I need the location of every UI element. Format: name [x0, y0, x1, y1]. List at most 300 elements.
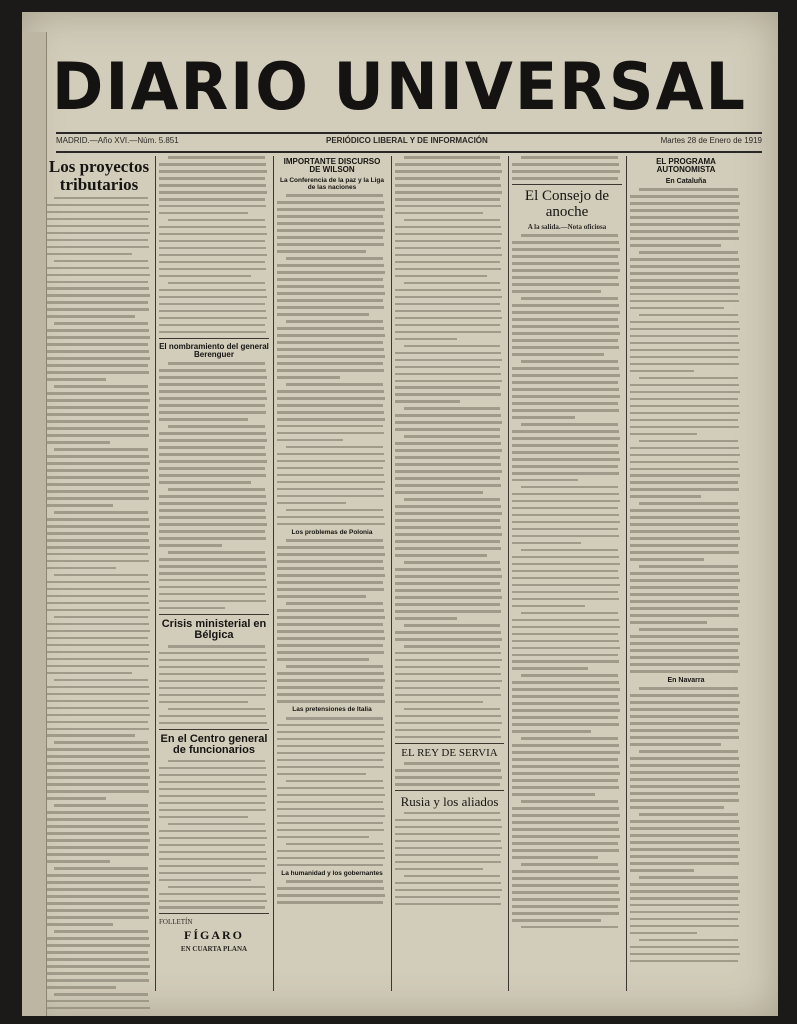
text-line: [630, 384, 739, 387]
text-line: [395, 847, 502, 850]
text-line: [639, 628, 738, 631]
text-line: [159, 865, 265, 868]
text-line: [630, 841, 739, 844]
text-line: [46, 902, 150, 905]
text-line: [512, 170, 620, 173]
text-line: [512, 339, 618, 342]
column-2: [159, 156, 269, 1011]
text-line: [395, 212, 483, 215]
text-line: [630, 265, 740, 268]
text-line: [46, 497, 149, 500]
text-line: [168, 823, 265, 826]
text-line: [46, 888, 148, 891]
text-line: [630, 607, 738, 610]
article-body: [159, 362, 269, 609]
text-line: [395, 198, 500, 201]
text-line: [630, 237, 739, 240]
text-line: [639, 188, 738, 191]
text-line: [512, 311, 620, 314]
text-line: [630, 293, 738, 296]
text-line: [159, 439, 267, 442]
text-line: [159, 331, 266, 334]
text-line: [277, 894, 385, 897]
text-line: [46, 700, 148, 703]
text-line: [277, 264, 384, 267]
text-line: [277, 738, 383, 741]
text-line: [395, 191, 502, 194]
text-line: [512, 367, 619, 370]
text-line: [159, 418, 248, 421]
text-line: [630, 447, 739, 450]
text-line: [286, 383, 383, 386]
text-line: [395, 442, 501, 445]
text-line: [159, 565, 267, 568]
text-line: [159, 872, 266, 875]
text-line: [159, 666, 265, 669]
text-line: [395, 582, 500, 585]
article-body: [630, 687, 742, 962]
text-line: [46, 846, 148, 849]
text-line: [630, 764, 740, 767]
text-line: [159, 233, 267, 236]
text-line: [159, 774, 267, 777]
text-line: [512, 919, 601, 922]
text-line: [46, 797, 106, 800]
text-line: [46, 246, 149, 249]
text-line: [46, 916, 149, 919]
text-line: [159, 858, 267, 861]
text-line: [512, 786, 619, 789]
article-body: [395, 435, 504, 640]
column-divider: [626, 156, 627, 991]
text-line: [277, 773, 366, 776]
text-line: [630, 468, 739, 471]
text-line: [630, 918, 738, 921]
text-line: [46, 609, 150, 612]
text-line: [404, 435, 500, 438]
text-line: [512, 626, 620, 629]
text-line: [512, 332, 620, 335]
text-line: [395, 359, 502, 362]
article-body: [46, 616, 152, 1011]
text-line: [277, 418, 385, 421]
text-line: [277, 829, 384, 832]
text-line: [46, 504, 113, 507]
text-line: [46, 881, 150, 884]
text-line: [159, 767, 266, 770]
text-line: [512, 688, 620, 691]
text-line: [395, 310, 501, 313]
text-line: [395, 170, 502, 173]
text-line: [512, 276, 618, 279]
text-line: [512, 856, 598, 859]
text-line: [46, 294, 150, 297]
text-line: [168, 282, 265, 285]
text-line: [395, 547, 501, 550]
text-line: [512, 395, 620, 398]
article-body: [277, 717, 387, 866]
text-line: [277, 801, 383, 804]
text-line: [159, 432, 266, 435]
text-line: [630, 642, 740, 645]
text-line: [277, 432, 384, 435]
text-line: [630, 272, 738, 275]
subheadline: A la salida.—Nota oficiosa: [527, 223, 607, 232]
text-line: [630, 904, 739, 907]
text-line: [46, 281, 148, 284]
text-line: [639, 939, 738, 942]
text-line: [512, 458, 620, 461]
text-line: [46, 853, 149, 856]
text-line: [168, 551, 265, 554]
text-line: [54, 197, 147, 200]
text-line: [521, 156, 618, 159]
text-line: [404, 812, 500, 815]
text-line: [159, 453, 266, 456]
text-line: [277, 581, 383, 584]
text-line: [46, 455, 149, 458]
text-line: [395, 776, 502, 779]
text-line: [395, 903, 501, 906]
text-line: [159, 802, 265, 805]
text-line: [46, 364, 148, 367]
text-line: [395, 373, 501, 376]
text-line: [277, 516, 384, 519]
text-line: [277, 243, 384, 246]
text-line: [630, 516, 740, 519]
text-line: [395, 463, 501, 466]
text-line: [630, 722, 740, 725]
text-line: [630, 663, 740, 666]
text-line: [46, 602, 149, 605]
text-line: [46, 560, 149, 563]
text-line: [630, 911, 740, 914]
text-line: [159, 296, 267, 299]
text-line: [395, 882, 501, 885]
text-line: [46, 469, 148, 472]
text-line: [395, 484, 501, 487]
text-line: [395, 512, 502, 515]
text-line: [395, 449, 502, 452]
text-line: [630, 946, 739, 949]
text-line: [54, 679, 147, 682]
headline: Los proyectos tributarios: [48, 157, 150, 194]
text-line: [46, 211, 150, 214]
text-line: [395, 589, 501, 592]
dateline-issue: MADRID.—Año XVI.—Núm. 5.851: [56, 136, 179, 145]
text-line: [46, 267, 149, 270]
text-line: [630, 806, 724, 809]
text-line: [168, 362, 265, 365]
text-line: [395, 352, 501, 355]
text-line: [159, 844, 265, 847]
text-line: [630, 827, 740, 830]
dateline-tagline: PERIÓDICO LIBERAL Y DE INFORMACIÓN: [326, 136, 488, 145]
bottom-rule: [56, 151, 762, 153]
text-line: [395, 331, 501, 334]
text-line: [46, 420, 150, 423]
text-line: [277, 693, 384, 696]
text-line: [404, 407, 500, 410]
text-line: [395, 205, 501, 208]
text-line: [46, 357, 150, 360]
text-line: [159, 397, 267, 400]
text-line: [630, 370, 694, 373]
text-line: [630, 412, 740, 415]
text-line: [277, 588, 384, 591]
text-line: [159, 495, 266, 498]
text-line: [404, 156, 500, 159]
text-line: [512, 591, 618, 594]
text-line: [630, 230, 738, 233]
text-line: [159, 411, 266, 414]
text-line: [395, 729, 500, 732]
text-line: [159, 376, 267, 379]
text-line: [277, 752, 385, 755]
text-line: [512, 891, 619, 894]
text-line: [46, 630, 150, 633]
text-line: [286, 320, 383, 323]
text-line: [395, 275, 487, 278]
text-line: [159, 837, 267, 840]
text-line: [512, 765, 619, 768]
text-line: [46, 860, 110, 863]
text-line: [46, 651, 150, 654]
text-line: [630, 572, 739, 575]
text-line: [512, 807, 619, 810]
text-line: [630, 708, 738, 711]
text-line: [46, 762, 148, 765]
article-body: [159, 156, 269, 333]
text-line: [512, 884, 618, 887]
text-line: [286, 843, 383, 846]
text-line: [630, 820, 739, 823]
text-line: [54, 574, 147, 577]
text-line: [46, 895, 149, 898]
text-line: [512, 451, 619, 454]
column-1: [46, 156, 152, 1011]
figaro-title: FÍGARO: [184, 928, 244, 943]
text-line: [395, 226, 501, 229]
text-line: [159, 537, 266, 540]
text-line: [512, 744, 619, 747]
text-line: [630, 579, 740, 582]
section-divider: [159, 338, 269, 339]
text-line: [630, 398, 738, 401]
text-line: [277, 609, 384, 612]
text-line: [277, 616, 385, 619]
text-line: [159, 170, 267, 173]
text-line: [46, 818, 150, 821]
text-line: [277, 201, 384, 204]
article-body: [395, 762, 504, 786]
text-line: [46, 825, 148, 828]
text-line: [404, 875, 500, 878]
text-line: [46, 518, 149, 521]
text-line: [395, 289, 501, 292]
text-line: [512, 758, 618, 761]
text-line: [159, 460, 267, 463]
text-line: [46, 986, 116, 989]
text-line: [395, 393, 501, 396]
text-line: [630, 558, 704, 561]
text-line: [46, 581, 149, 584]
text-line: [277, 808, 384, 811]
text-line: [395, 177, 500, 180]
folletin-label: FOLLETÍN: [159, 918, 193, 927]
text-line: [395, 163, 501, 166]
section-divider: [159, 614, 269, 615]
text-line: [46, 672, 132, 675]
text-line: [159, 701, 248, 704]
text-line: [512, 444, 618, 447]
text-line: [46, 239, 148, 242]
text-line: [168, 219, 265, 222]
text-line: [512, 556, 619, 559]
text-line: [404, 762, 500, 765]
text-line: [512, 283, 619, 286]
article-body: [277, 880, 387, 904]
text-line: [512, 751, 620, 754]
text-line: [54, 930, 147, 933]
text-line: [630, 223, 740, 226]
text-line: [277, 411, 384, 414]
text-line: [286, 665, 383, 668]
text-line: [277, 222, 384, 225]
text-line: [46, 979, 149, 982]
text-line: [512, 793, 595, 796]
text-line: [277, 759, 383, 762]
text-line: [46, 553, 148, 556]
text-line: [521, 297, 618, 300]
text-line: [512, 716, 618, 719]
column-divider: [391, 156, 392, 991]
text-line: [512, 493, 619, 496]
section-divider: [512, 184, 622, 185]
text-line: [630, 586, 738, 589]
text-line: [395, 861, 501, 864]
text-line: [277, 567, 384, 570]
text-line: [395, 184, 501, 187]
text-line: [630, 785, 740, 788]
text-line: [630, 523, 738, 526]
text-line: [512, 828, 619, 831]
text-line: [521, 737, 618, 740]
text-line: [630, 551, 739, 554]
text-line: [512, 381, 618, 384]
text-line: [277, 815, 385, 818]
text-line: [512, 374, 620, 377]
text-line: [46, 707, 149, 710]
text-line: [512, 570, 618, 573]
article-body: [395, 812, 504, 905]
text-line: [46, 413, 149, 416]
text-line: [630, 209, 738, 212]
text-line: [277, 390, 384, 393]
text-line: [630, 883, 739, 886]
text-line: [159, 579, 266, 582]
text-line: [512, 584, 620, 587]
text-line: [46, 811, 149, 814]
text-line: [521, 549, 618, 552]
text-line: [286, 717, 383, 720]
text-line: [54, 993, 147, 996]
text-line: [277, 630, 384, 633]
text-line: [630, 635, 739, 638]
text-line: [512, 640, 619, 643]
column-3: [277, 156, 387, 1011]
text-line: [630, 743, 721, 746]
text-line: [630, 771, 738, 774]
text-line: [630, 757, 739, 760]
text-line: [159, 530, 265, 533]
text-line: [395, 456, 500, 459]
text-line: [521, 423, 618, 426]
text-line: [277, 467, 383, 470]
text-line: [395, 338, 457, 341]
text-line: [46, 965, 150, 968]
text-line: [159, 509, 265, 512]
text-line: [512, 409, 619, 412]
text-line: [46, 462, 150, 465]
text-line: [54, 385, 147, 388]
dateline: [56, 136, 762, 150]
text-line: [46, 308, 149, 311]
text-line: [277, 523, 385, 526]
text-line: [395, 470, 502, 473]
text-line: [630, 600, 740, 603]
newspaper-page: [22, 12, 778, 1016]
text-line: [395, 296, 502, 299]
text-line: [159, 390, 266, 393]
text-line: [512, 255, 618, 258]
text-line: [159, 184, 266, 187]
text-line: [46, 476, 149, 479]
text-line: [46, 399, 150, 402]
text-line: [512, 535, 619, 538]
text-line: [277, 546, 384, 549]
text-line: [512, 507, 618, 510]
text-line: [404, 219, 500, 222]
text-line: [630, 488, 739, 491]
text-line: [630, 454, 740, 457]
text-line: [159, 303, 265, 306]
text-line: [159, 191, 267, 194]
subheadline: Las pretensiones de Italia: [292, 706, 372, 714]
text-line: [277, 644, 383, 647]
text-line: [159, 781, 265, 784]
headline: El nombramiento del general Berenguer: [159, 341, 269, 359]
text-line: [395, 673, 501, 676]
text-line: [639, 251, 738, 254]
text-line: [512, 912, 619, 915]
dateline-date: Martes 28 de Enero de 1919: [660, 136, 762, 145]
text-line: [46, 343, 148, 346]
text-line: [512, 353, 604, 356]
text-line: [46, 406, 148, 409]
text-line: [277, 474, 384, 477]
text-line: [46, 204, 149, 207]
text-line: [512, 521, 620, 524]
text-line: [277, 864, 383, 867]
text-line: [630, 701, 740, 704]
text-line: [46, 329, 149, 332]
text-line: [277, 672, 384, 675]
text-line: [159, 694, 266, 697]
text-line: [630, 419, 738, 422]
text-line: [46, 232, 150, 235]
text-line: [512, 472, 619, 475]
